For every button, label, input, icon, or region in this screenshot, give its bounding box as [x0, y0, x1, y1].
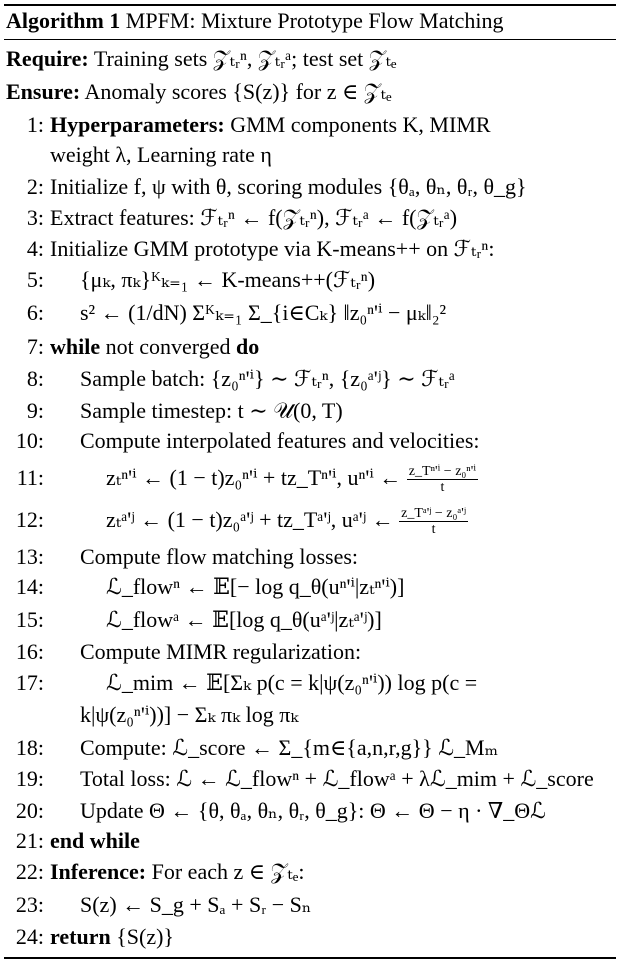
line-number: 10:: [15, 428, 44, 453]
line-number: 1:: [26, 112, 44, 137]
line-number: 20:: [15, 798, 44, 823]
line-text: Initialize GMM prototype via K-means++ on ℱₜᵣⁿ:: [50, 236, 495, 261]
line-content: [80, 265, 375, 295]
line-text: Sample timestep: t ∼ 𝒰(0, T): [80, 398, 343, 423]
algorithm-line: [6, 637, 612, 667]
algorithm-line: [6, 922, 612, 952]
line-text: {S(z)}: [116, 924, 174, 949]
line-text: Compute interpolated features and velocities:: [80, 428, 480, 453]
line-text: Total loss: ℒ ← ℒ_flowⁿ + ℒ_flowᵃ + λℒ_mim + ℒ_score: [80, 766, 594, 791]
algorithm-line: [6, 668, 612, 698]
line-text: S(z) ← S_g + Sₐ + Sᵣ − Sₙ: [80, 892, 312, 917]
line-number: 15:: [15, 607, 44, 632]
line-number: 17:: [15, 670, 44, 695]
line-text: not converged: [105, 334, 231, 359]
line-content: [106, 605, 382, 635]
algorithm-line: [6, 364, 612, 394]
line-text: zₜᵃ'ʲ ← (1 − t)z₀ᵃ'ʲ + tz_Tᵃ'ʲ, uᵃ'ʲ ←: [106, 507, 394, 532]
line-number: 23:: [15, 892, 44, 917]
line-content: [50, 857, 304, 887]
algorithm-label: Algorithm 1: [6, 8, 121, 33]
line-content: [80, 796, 546, 826]
line-content: [50, 332, 259, 362]
line-content: [106, 463, 478, 495]
algorithm-line: [6, 234, 612, 264]
line-content: [50, 140, 272, 170]
algorithm-line: [6, 857, 612, 887]
line-content: [80, 542, 358, 572]
line-text: ℒ_flowⁿ ← 𝔼[− log q_θ(uⁿ'ⁱ|zₜⁿ'ⁱ)]: [106, 574, 405, 599]
ensure-line: [6, 77, 612, 107]
fraction-numerator: z_Tᵃ'ʲ − z₀ᵃ'ʲ: [401, 506, 466, 522]
algorithm-line: [6, 265, 612, 295]
line-text: Compute: ℒ_score ← Σ_{m∈{a,n,r,g}} ℒ_Mₘ: [80, 735, 499, 760]
algorithm-line: [6, 203, 612, 233]
algorithm-line: [6, 426, 612, 456]
line-content: [80, 733, 498, 763]
line-number: 14:: [15, 574, 44, 599]
line-number: 5:: [26, 267, 44, 292]
line-text: Update Θ ← {θ, θₐ, θₙ, θᵣ, θ_g}: Θ ← Θ − η · ∇_Θℒ: [80, 798, 547, 823]
line-content: [80, 396, 343, 426]
algorithm-line: [6, 826, 612, 856]
line-text: {μₖ, πₖ}ᴷₖ₌₁ ← K-means++(ℱₜᵣⁿ): [80, 267, 376, 292]
algorithm-line: [6, 733, 612, 763]
algorithm-line: [6, 764, 612, 794]
algorithm-line: [6, 505, 612, 538]
line-number: 22:: [15, 859, 44, 884]
line-number: 16:: [15, 639, 44, 664]
fraction-denominator: t: [440, 480, 445, 496]
line-number: 21:: [15, 828, 44, 853]
algorithm-line: [6, 298, 612, 328]
line-text: For each z ∈ 𝒵ₜₑ:: [151, 859, 305, 884]
velocity-fraction: [399, 506, 468, 537]
fraction-numerator: z_Tⁿ'ⁱ − z₀ⁿ'ⁱ: [408, 464, 477, 480]
line-content: [50, 826, 140, 856]
line-number: 12:: [15, 507, 44, 532]
algorithm-line: [6, 172, 612, 202]
line-text: k|ψ(z₀ⁿ'ⁱ))] − Σₖ πₖ log πₖ: [80, 702, 299, 727]
line-content: [80, 890, 311, 920]
algorithm-line: [6, 542, 612, 572]
line-number: 3:: [26, 205, 44, 230]
line-text: Compute flow matching losses:: [80, 544, 359, 569]
line-content: [50, 172, 527, 202]
fraction-denominator: t: [431, 522, 436, 538]
line-content: [80, 364, 455, 394]
line-text: Extract features: ℱₜᵣⁿ ← f(𝒵ₜᵣⁿ), ℱₜᵣᵃ ← f(𝒵ₜᵣᵃ): [50, 205, 458, 230]
line-text: Initialize f, ψ with θ, scoring modules {θₐ, θₙ, θᵣ, θ_g}: [50, 174, 527, 199]
line-content: [50, 234, 494, 264]
line-text: Sample batch: {z₀ⁿ'ⁱ} ∼ ℱₜᵣⁿ, {z₀ᵃ'ʲ} ∼ ℱₜᵣᵃ: [80, 366, 455, 391]
caption-rule: [4, 39, 616, 40]
line-content: [50, 922, 174, 952]
line-text: s² ← (1/dN) Σᴷₖ₌₁ Σ_{i∈Cₖ} ‖z₀ⁿ'ⁱ − μₖ‖₂²: [80, 300, 447, 325]
line-content: [80, 426, 480, 456]
line-content: [50, 203, 457, 233]
algorithm-title: MPFM: Mixture Prototype Flow Matching: [125, 8, 504, 33]
algorithm-line: [6, 890, 612, 920]
line-keyword: return: [50, 924, 111, 949]
line-number: 24:: [15, 924, 44, 949]
line-number: 7:: [26, 334, 44, 359]
algorithm-line: [6, 140, 612, 170]
algorithm-line: [6, 463, 612, 496]
line-number: 2:: [26, 174, 44, 199]
line-text: zₜⁿ'ⁱ ← (1 − t)z₀ⁿ'ⁱ + tz_Tⁿ'ⁱ, uⁿ'ⁱ ←: [106, 465, 402, 490]
require-line: [6, 44, 612, 74]
line-number: 6:: [26, 300, 44, 325]
line-text: weight λ, Learning rate η: [50, 142, 272, 167]
bottom-rule: [4, 957, 616, 959]
ensure-text: Anomaly scores {S(z)} for z ∈ 𝒵ₜₑ: [84, 79, 392, 104]
line-content: [106, 505, 468, 537]
line-number: 11:: [16, 465, 44, 490]
algorithm-line: [6, 700, 612, 730]
algorithm-line: [6, 572, 612, 602]
require-keyword: Require:: [6, 46, 89, 71]
algorithm-caption: [6, 6, 612, 36]
require-text: Training sets 𝒵ₜᵣⁿ, 𝒵ₜᵣᵃ; test set 𝒵ₜₑ: [93, 46, 397, 71]
line-content: [106, 572, 404, 602]
line-number: 13:: [15, 544, 44, 569]
line-keyword: Inference:: [50, 859, 147, 884]
algorithm-line: [6, 605, 612, 635]
line-number: 19:: [15, 766, 44, 791]
algorithm-line: [6, 332, 612, 362]
line-content: [50, 110, 491, 140]
line-text: GMM components K, MIMR: [230, 112, 491, 137]
line-content: [80, 637, 361, 667]
line-keyword: while: [50, 334, 101, 359]
line-content: [106, 668, 477, 698]
line-keyword: Hyperparameters:: [50, 112, 225, 137]
line-content: [80, 764, 594, 794]
algorithm-line: [6, 396, 612, 426]
algorithm-line: [6, 110, 612, 140]
line-content: [80, 298, 446, 328]
line-content: [80, 700, 298, 730]
line-number: 8:: [26, 366, 44, 391]
line-text: ℒ_flowᵃ ← 𝔼[log q_θ(uᵃ'ʲ|zₜᵃ'ʲ)]: [106, 607, 382, 632]
line-keyword-end: do: [235, 334, 260, 359]
line-keyword: end while: [50, 828, 140, 853]
ensure-keyword: Ensure:: [6, 79, 81, 104]
line-number: 18:: [15, 735, 44, 760]
line-number: 4:: [26, 236, 44, 261]
velocity-fraction: [407, 464, 478, 495]
line-text: Compute MIMR regularization:: [80, 639, 362, 664]
algorithm-line: [6, 796, 612, 826]
line-number: 9:: [26, 398, 44, 423]
line-text: ℒ_mim ← 𝔼[Σₖ p(c = k|ψ(z₀ⁿ'ⁱ)) log p(c =: [106, 670, 478, 695]
